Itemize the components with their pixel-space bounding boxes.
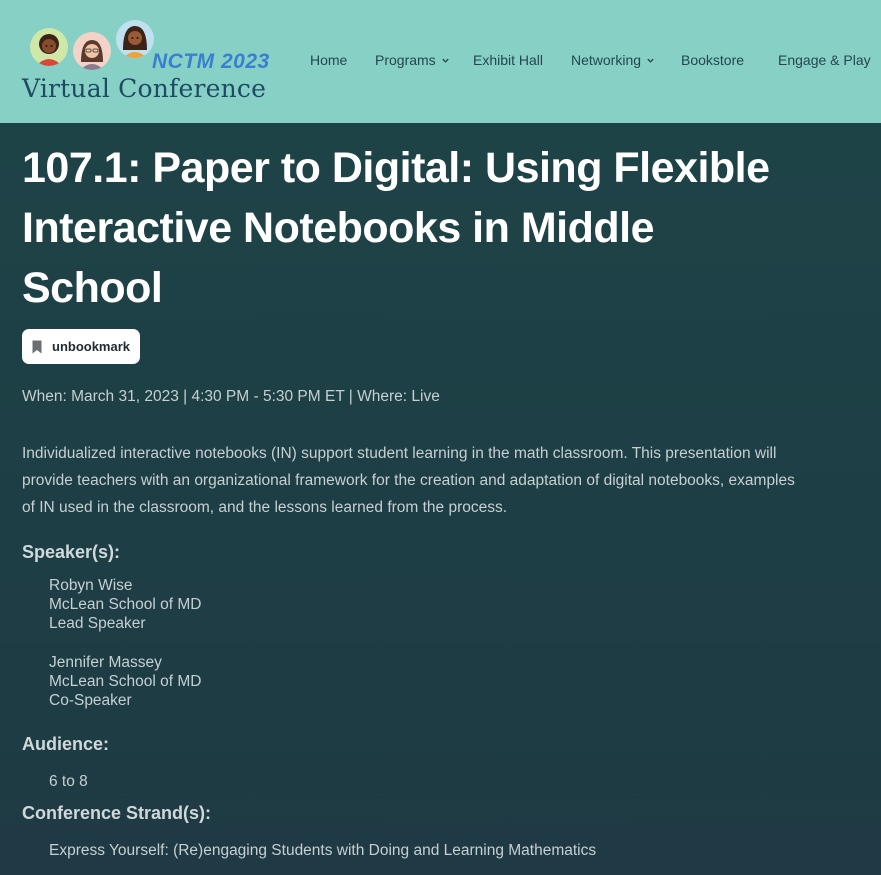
speaker-name: Robyn Wise bbox=[49, 577, 133, 594]
bookmark-icon bbox=[31, 340, 43, 354]
unbookmark-button[interactable] bbox=[22, 329, 140, 364]
logo-year-text: NCTM 2023 bbox=[152, 50, 270, 73]
site-header bbox=[0, 0, 881, 123]
nav-engage-play[interactable] bbox=[778, 52, 871, 68]
chevron-down-icon bbox=[646, 56, 655, 65]
logo-title-text: Virtual Conference bbox=[22, 74, 267, 103]
nav-exhibit-hall-label: Exhibit Hall bbox=[473, 52, 544, 68]
speakers-heading: Speaker(s): bbox=[22, 542, 121, 562]
speaker-org: McLean School of MD bbox=[49, 596, 202, 613]
nav-home-label: Home bbox=[310, 52, 348, 68]
session-when-where: When: March 31, 2023 | 4:30 PM - 5:30 PM ET | Where: Live bbox=[22, 388, 440, 405]
nav-programs-label: Programs bbox=[375, 52, 436, 68]
audience-heading: Audience: bbox=[22, 734, 110, 754]
nav-home[interactable] bbox=[310, 52, 347, 68]
chevron-down-icon bbox=[441, 56, 450, 65]
speaker-block bbox=[49, 576, 202, 633]
unbookmark-label: unbookmark bbox=[52, 339, 131, 354]
speaker-block bbox=[49, 653, 202, 710]
speaker-org: McLean School of MD bbox=[49, 673, 202, 690]
strands-heading: Conference Strand(s): bbox=[22, 803, 212, 823]
speaker-role: Co-Speaker bbox=[49, 692, 132, 709]
nav-exhibit-hall[interactable] bbox=[473, 52, 543, 68]
nav-programs[interactable] bbox=[375, 52, 450, 68]
nav-networking-label: Networking bbox=[571, 52, 642, 68]
nav-engage-play-label: Engage & Play bbox=[778, 52, 871, 68]
nav-bookstore-label: Bookstore bbox=[681, 52, 745, 68]
nav-bookstore[interactable] bbox=[681, 52, 744, 68]
speaker-name: Jennifer Massey bbox=[49, 654, 162, 671]
strand-value: Express Yourself: (Re)engaging Students with Doing and Learning Mathematics bbox=[49, 842, 597, 859]
nav-networking[interactable] bbox=[571, 52, 655, 68]
main-nav bbox=[0, 52, 881, 72]
session-title: 107.1: Paper to Digital: Using Flexible Interactive Notebooks in Middle School bbox=[22, 144, 770, 312]
audience-value: 6 to 8 bbox=[49, 773, 88, 790]
session-description: Individualized interactive notebooks (IN) support student learning in the math classroom. This presentation will provide teachers with an organizational framework for the creation and adaptation of digital notebooks, examples of IN used in the classroom, and the lessons learned from the process. bbox=[22, 445, 795, 516]
speaker-role: Lead Speaker bbox=[49, 615, 146, 632]
